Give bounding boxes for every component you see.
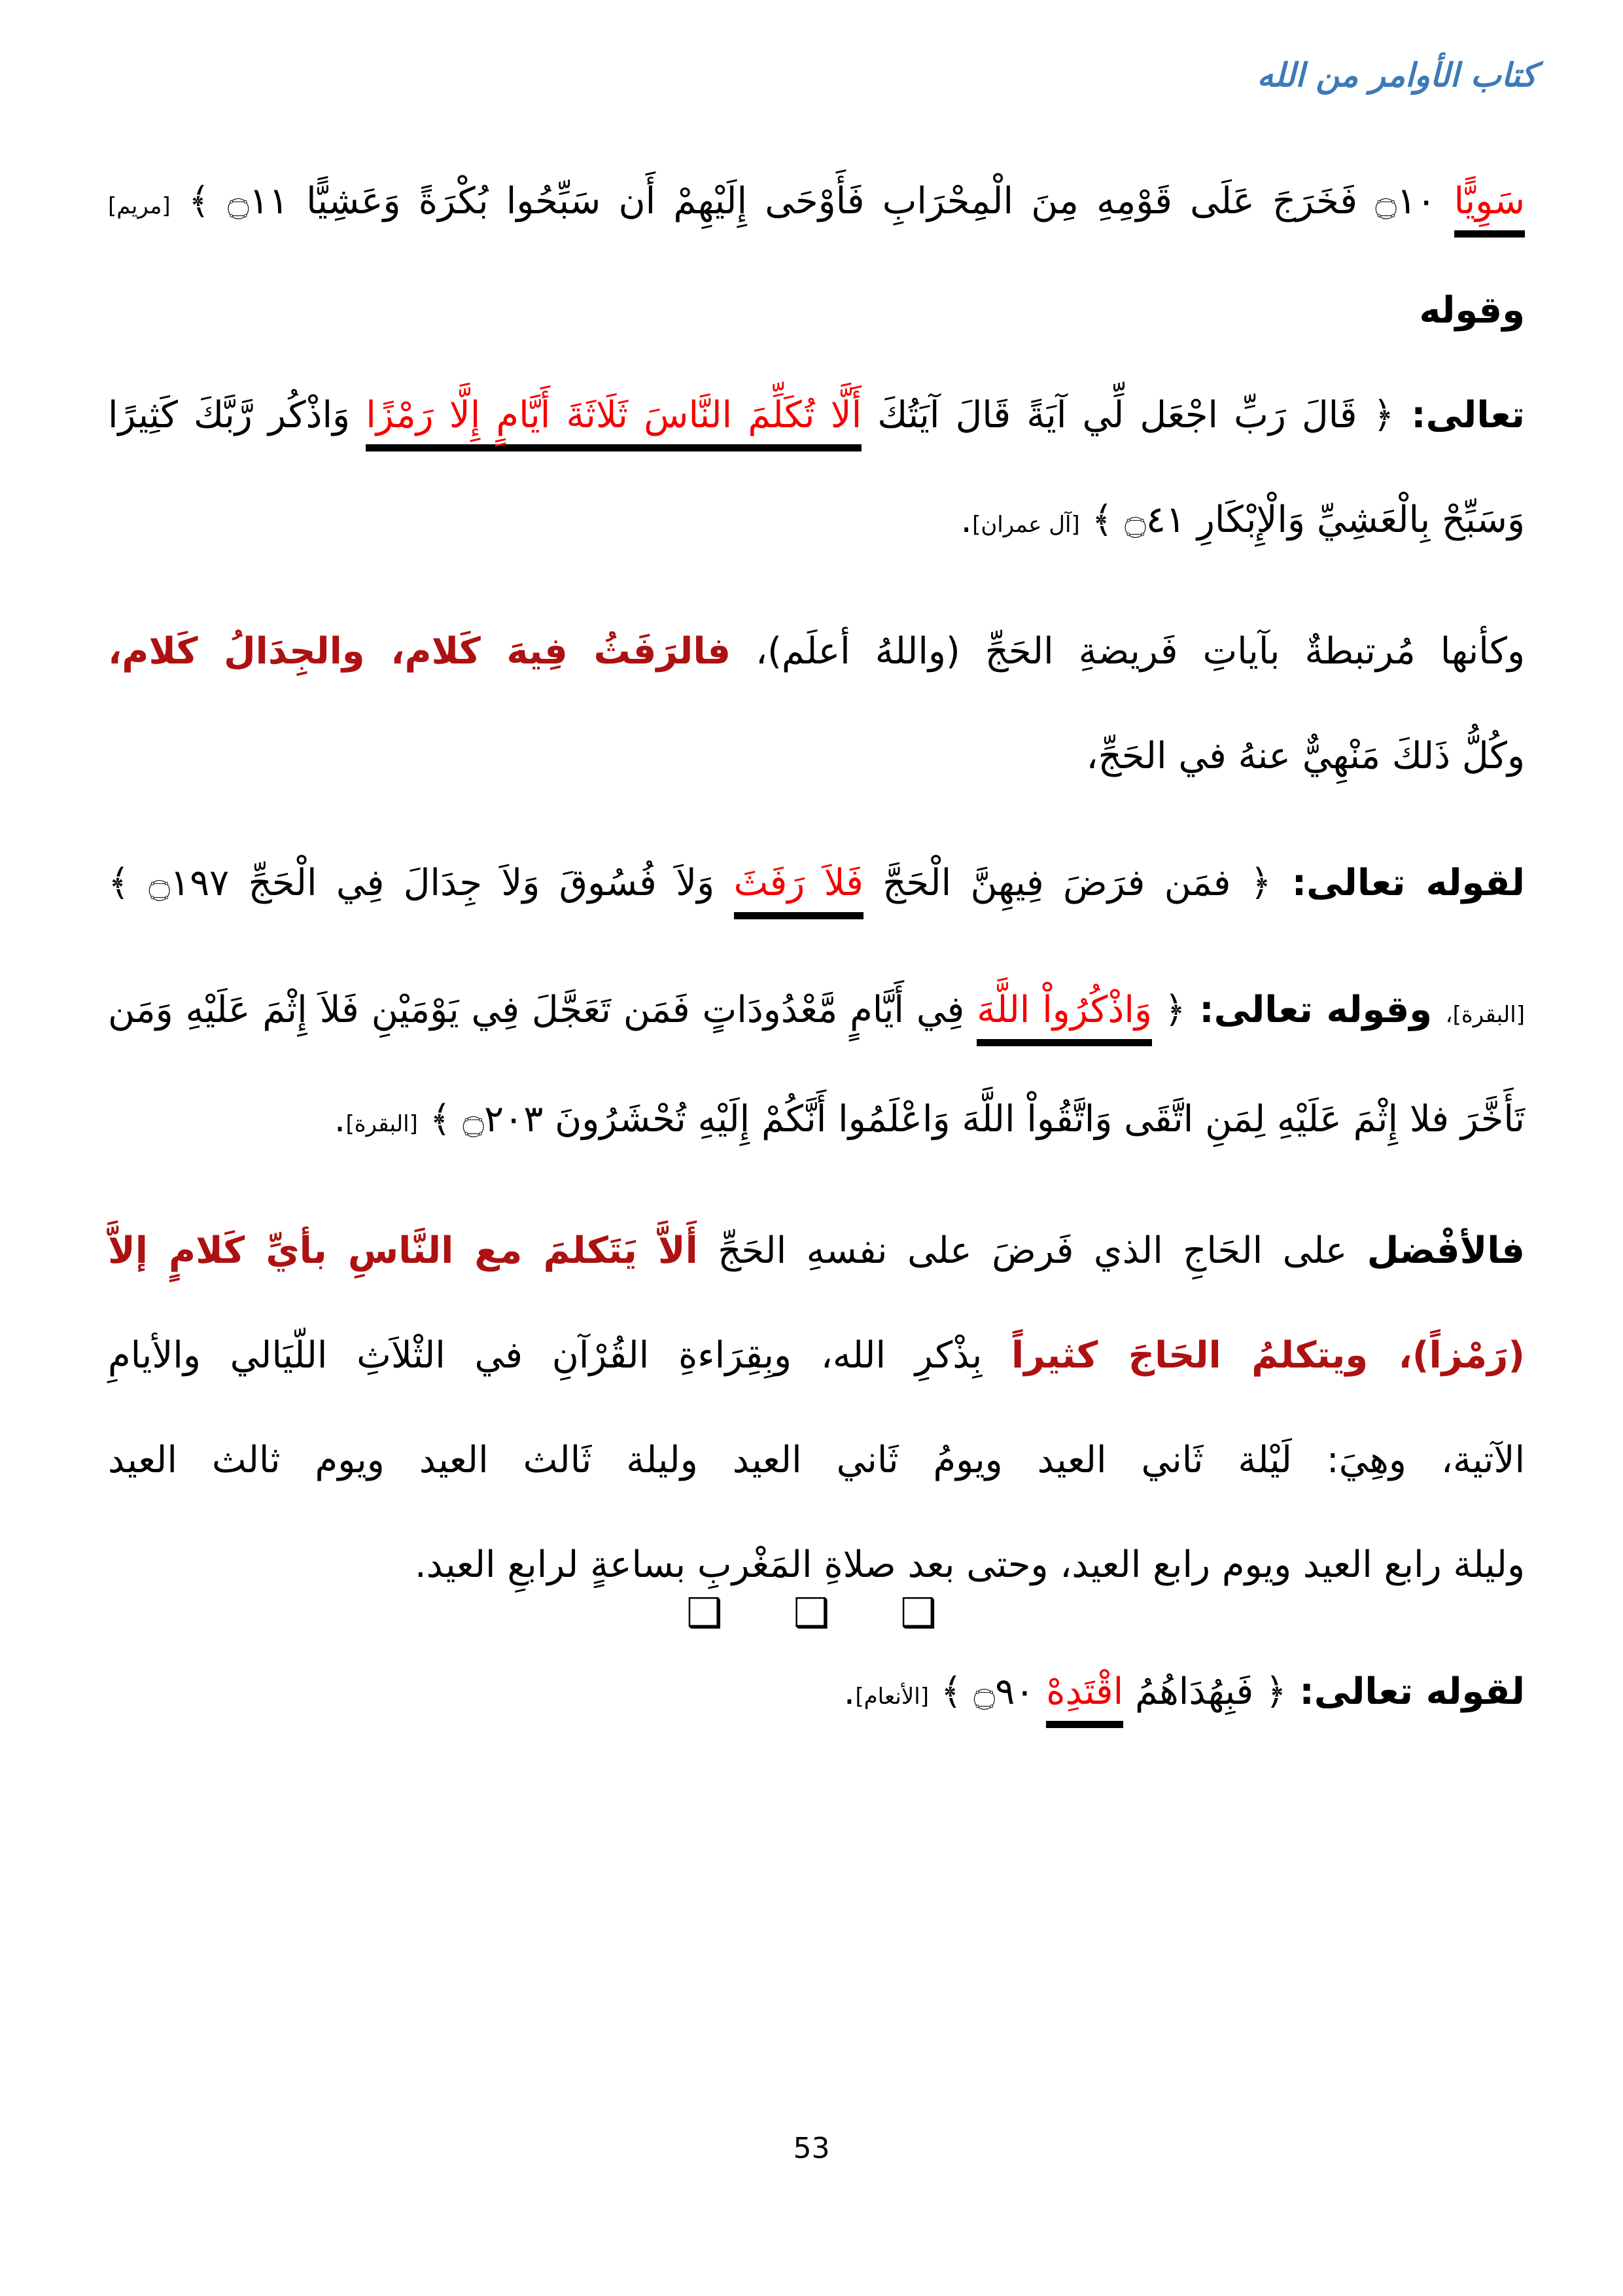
text-line [108,468,1525,577]
lead-bold: فالأفْضل [1367,1229,1525,1272]
quran-text: . [843,1670,856,1713]
text-line [108,599,1525,704]
commentary-text: وكُلُّ ذَلكَ مَنْهِيٌّ عنهُ في الحَجِّ، [1086,735,1525,777]
text-line [108,1067,1525,1176]
shadowed-square-icon: ❑ [686,1589,723,1636]
commentary-text: الآتية، وهِيَ: لَيْلة ثَاني العيد ويومُ ثَاني العيد وليلة ثَالث العيد ويوم ثالث العيد [108,1439,1525,1481]
quran-text: وَلاَ فُسُوقَ وَلاَ جِدَالَ فِي الْحَجِّ ۝١٩٧ ﴾ [108,862,734,904]
paragraph-quran-maryam-and-imran [108,149,1525,577]
quran-text: ﴿ [1151,989,1186,1031]
paragraph-commentary-hajj [108,599,1525,809]
section-separator [0,1589,1623,1636]
text-line [108,1408,1525,1513]
surah-ref: [آل عمران] [972,512,1080,538]
page-number: 53 [793,2132,830,2165]
commentary-text: بِذْكرِ الله، وبِقِرَاءةِ القُرْآنِ في الثْلاَثِ اللّيَالي والأيامِ [108,1334,1012,1377]
quran-text: . [334,1098,346,1140]
quran-quote-red-underlined: سَوِيًّا [1454,180,1526,238]
commentary-text: على الحَاجِ الذي فَرضَ على نفسهِ الحَجِّ [697,1229,1367,1272]
text-line [108,1303,1525,1408]
text-line [108,1199,1525,1303]
quran-text: ﴿ قَالَ رَبِّ اجْعَل لِّي آيَةً قَالَ آيَتُكَ [862,394,1395,436]
commentary-red: فالرَفَثُ فِيهَ كَلام، والجِدَالُ كَلام، [108,630,731,673]
commentary-red: (رَمْزاً)، ويتكلمُ الحَاجَ كثيراً [1011,1334,1525,1377]
commentary-text: وكأنها مُرتبطةٌ بآياتِ فَريضةِ الحَجِّ (واللهُ أعلَم)، [731,630,1525,673]
commentary-red: أَلاَّ يَتَكلمَ مع النَّاسِ بأيِّ كَلامٍ إلاَّ [108,1229,698,1272]
quran-text: وَسَبِّحْ بِالْعَشِيِّ وَالْإِبْكَارِ ۝٤١ ﴾ [1079,499,1525,541]
text-line [108,704,1525,809]
book-title-calligraphy: كتاب الأوامر من الله [1257,56,1537,94]
paragraph-quran-baqarah-197 [108,831,1525,936]
commentary-text: وليلة رابع العيد ويوم رابع العيد، وحتى بعد صلاةِ المَغْربِ بساعةٍ لرابعِ العيد. [414,1544,1525,1586]
shadowed-square-icon: ❑ [793,1589,830,1636]
quran-quote-red-underlined: اقْتَدِهْ [1046,1670,1123,1728]
surah-ref: [مريم] [108,193,171,219]
quran-text: فِي أَيَّامٍ مَّعْدُودَاتٍ فَمَن تَعَجَّلَ فِي يَوْمَيْنِ فَلاَ إِثْمَ عَلَيْهِ وَمَن [108,989,977,1031]
quran-text: ﴿ فَبِهُدَاهُمُ [1123,1670,1287,1713]
content [108,149,1525,1771]
quran-text: ۝٩٠ ﴾ [929,1670,1047,1713]
quran-text: ۝١٠ فَخَرَجَ عَلَى قَوْمِهِ مِنَ الْمِحْرَابِ فَأَوْحَى إِلَيْهِمْ أَن سَبِّحُوا بُكْرَةً وَعَشِيًّا ۝١١ ﴾ [170,180,1454,222]
text-line [108,831,1525,936]
lead-bold: لقوله تعالى: [1271,862,1525,904]
shadowed-square-icon: ❑ [900,1589,937,1636]
paragraph-commentary-afdal [108,1199,1525,1617]
quran-text: . [960,499,973,541]
text-line [108,149,1525,363]
lead-bold: وقوله تعالى: [1185,989,1446,1031]
quran-quote-red-underlined: فَلاَ رَفَثَ [734,862,864,919]
paragraph-quran-anam-90 [108,1640,1525,1749]
text-line [108,958,1525,1067]
quran-quote-red-underlined: أَلَّا تُكَلِّمَ النَّاسَ ثَلَاثَةَ أَيَّامٍ إِلَّا رَمْزًا [366,394,862,451]
text-line [108,1640,1525,1749]
quran-text: ﴿ فمَن فرَضَ فِيهِنَّ الْحَجَّ [863,862,1272,904]
quran-text: تَأَخَّرَ فلا إِثْمَ عَلَيْهِ لِمَنِ اتَّقَى وَاتَّقُواْ اللَّهَ وَاعْلَمُوا أَنَّكُمْ إِلَيْهِ تُحْشَرُونَ ۝٢٠٣ ﴾ [417,1098,1525,1140]
lead-bold: تعالى: [1394,394,1525,436]
lead-bold: وقوله [1419,289,1525,332]
quran-quote-red-underlined: وَاذْكُرُواْ اللَّهَ [977,989,1152,1046]
surah-ref: [البقرة] [345,1111,418,1137]
surah-ref: [الأنعام] [855,1684,929,1710]
paragraph-quran-baqarah-203 [108,958,1525,1176]
lead-bold: لقوله تعالى: [1286,1670,1525,1713]
quran-text: وَاذْكُر رَّبَّكَ كَثِيرًا [108,394,366,436]
text-line [108,363,1525,468]
surah-ref: [البقرة]، [1445,1002,1525,1028]
